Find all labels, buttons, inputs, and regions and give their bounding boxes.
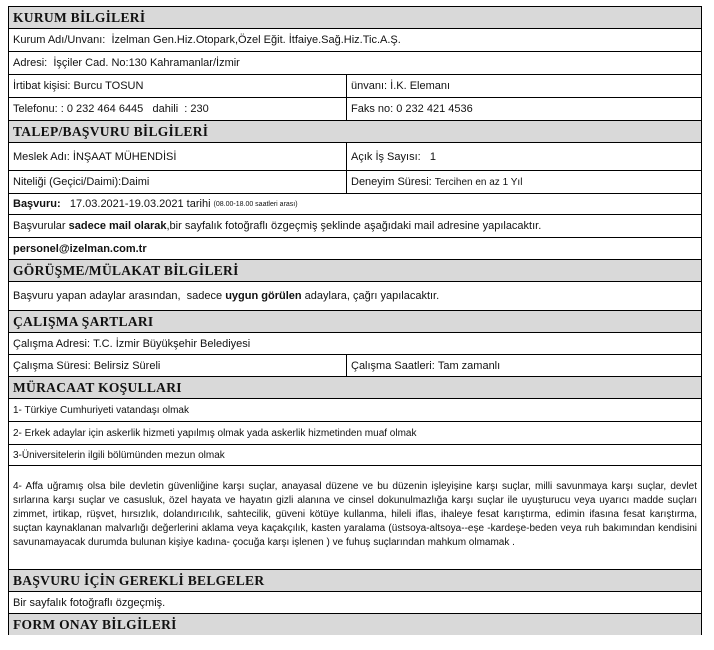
field-label: Deneyim Süresi:	[351, 176, 432, 188]
field-label: Niteliği (Geçici/Daimi):	[13, 176, 122, 188]
row-basvuru-tarihi	[9, 193, 701, 214]
gorusme-text-post: adaylara, çağrı yapılacaktır.	[301, 290, 440, 302]
telefon-value: : 0 232 464 6445 dahili : 230	[60, 103, 209, 115]
calisma-saat-value: Tam zamanlı	[437, 359, 501, 372]
row-basvuru-yontemi	[9, 214, 701, 237]
field-label: Faks no:	[351, 103, 394, 115]
nitelik-value: Daimi	[121, 176, 150, 188]
field-label: Çalışma Süresi:	[13, 359, 91, 372]
basvuru-date-value: 17.03.2021-19.03.2021 tarihi	[69, 198, 211, 210]
row-belgeler	[9, 591, 701, 613]
section-title: MÜRACAAT KOŞULLARI	[9, 377, 701, 398]
field-label: Çalışma Adresi:	[13, 337, 91, 350]
row-calisma-adresi	[9, 332, 701, 354]
calisma-sure-value: Belirsiz Süreli	[93, 359, 161, 372]
section-title: BAŞVURU İÇİN GEREKLİ BELGELER	[9, 570, 701, 591]
row-kurum-adres	[9, 51, 701, 74]
row-kurum-adi	[9, 28, 701, 51]
field-label: Başvuru:	[13, 198, 61, 210]
email-address[interactable]: personel@izelman.com.tr	[13, 242, 147, 255]
section-header-talep	[9, 120, 701, 142]
section-title: GÖRÜŞME/MÜLAKAT BİLGİLERİ	[9, 260, 701, 281]
row-email	[9, 237, 701, 259]
kurum-adi-value: İzelman Gen.Hiz.Otopark,Özel Eğit. İtfaiye.Sağ.Hiz.Tic.A.Ş.	[111, 34, 401, 46]
meslek-value: İNŞAAT MÜHENDİSİ	[72, 150, 177, 163]
field-label: İrtibat kişisi:	[13, 80, 71, 92]
section-header-form	[9, 613, 701, 635]
section-header-calisma	[9, 310, 701, 332]
row-nitelik	[9, 170, 701, 193]
field-label: Meslek Adı:	[13, 150, 70, 163]
section-title: TALEP/BAŞVURU BİLGİLERİ	[9, 121, 701, 142]
mail-text-bold: sadece mail olarak	[68, 220, 167, 232]
list-item-kosul-3: 3-Üniversitelerin ilgili bölümünden mezun olmak	[9, 444, 701, 465]
row-telefon	[9, 97, 701, 120]
list-item-kosul-2: 2- Erkek adaylar için askerlik hizmeti yapılmış olmak yada askerlik hizmetinden muaf olmak	[9, 421, 701, 444]
section-header-muracaat	[9, 376, 701, 398]
field-label: Adresi:	[13, 57, 48, 69]
row-gorusme-text	[9, 281, 701, 310]
mail-text-pre: Başvurular	[13, 220, 69, 232]
row-irtibat	[9, 74, 701, 97]
field-label: ünvanı:	[351, 80, 388, 92]
irtibat-value: Burcu TOSUN	[73, 80, 144, 92]
mail-text-post: ,bir sayfalık fotoğraflı özgeçmiş şeklinde aşağıdaki mail adresine yapılacaktır.	[166, 220, 542, 232]
section-title: FORM ONAY BİLGİLERİ	[9, 614, 701, 635]
acik-is-value: 1	[429, 150, 436, 163]
section-title: ÇALIŞMA ŞARTLARI	[9, 311, 701, 332]
basvuru-hours: (08.00-18.00 saatleri arası)	[213, 200, 298, 208]
row-calisma-suresi	[9, 354, 701, 376]
section-title: KURUM BİLGİLERİ	[9, 7, 701, 28]
unvan-value: İ.K. Elemanı	[390, 80, 451, 92]
field-label: Telefonu:	[13, 103, 58, 115]
field-label: Açık İş Sayısı:	[351, 150, 421, 163]
calisma-adres-value: T.C. İzmir Büyükşehir Belediyesi	[93, 337, 251, 350]
section-header-gorusme	[9, 259, 701, 281]
job-posting-form	[8, 6, 702, 635]
field-label: Çalışma Saatleri:	[351, 359, 435, 372]
gorusme-text-pre: Başvuru yapan adaylar arasından, sadece	[13, 290, 226, 302]
row-meslek	[9, 142, 701, 170]
list-item-kosul-1: 1- Türkiye Cumhuriyeti vatandaşı olmak	[9, 398, 701, 421]
field-label: Kurum Adı/Unvanı:	[13, 34, 106, 46]
section-header-belgeler	[9, 569, 701, 591]
faks-value: 0 232 421 4536	[396, 103, 473, 115]
kurum-adres-value: İşçiler Cad. No:130 Kahramanlar/İzmir	[53, 57, 240, 69]
belgeler-text: Bir sayfalık fotoğraflı özgeçmiş.	[13, 596, 166, 609]
gorusme-text-bold: uygun görülen	[225, 290, 302, 302]
list-item-kosul-4: 4- Affa uğramış olsa bile devletin güvenliğine karşı suçlar, anayasal düzene ve bu düzenin işleyişine karşı suçlar, milli savunmaya karşı suçlar, devlet sırlarına karşı suçlar ve casusluk, özel hayata ve hayatın gizli alanına ve cinsel dokunulmazlığa karşı suçlar ile uyuşturucu veya uyarıcı madde suçları zimmet, irtikap, rüşvet, hırsızlık, dolandırıcılık, sahtecilik, güveni kötüye kullanma, hileli iflas, ihaleye fesat karıştırma, edimin ifasına fesat karıştırma, suçtan kaynaklanan malvarlığı değerlerini aklama veya kaçakçılık, kasten yaralama (üstsoya-altsoya--eşe -kardeşe-beden veya ruh bakımından kendisini savunamayacak durumda bulunan kişiye kadına- çocuğa karşı işlenen ) ve fuhuş suçlarından mahkum olmamak .	[9, 465, 701, 569]
deneyim-value: Tercihen en az 1 Yıl	[434, 176, 523, 188]
section-header-kurum	[9, 6, 701, 28]
